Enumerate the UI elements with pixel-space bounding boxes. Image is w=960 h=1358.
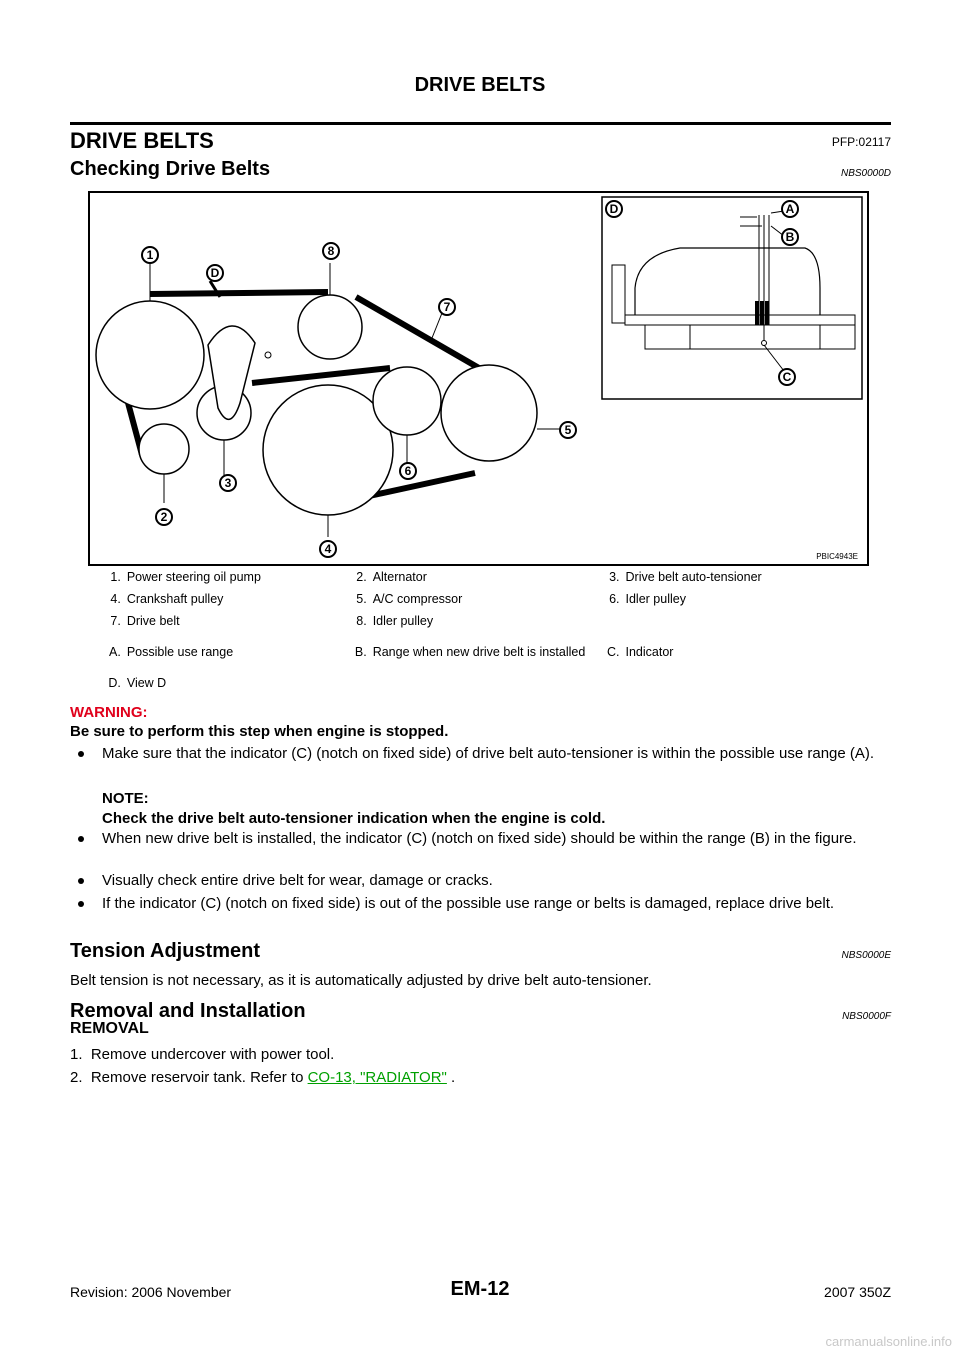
legend-number: 8.: [356, 614, 367, 628]
bullet-text-3: Visually check entire drive belt for wear, damage or cracks.: [102, 872, 493, 889]
ac-compressor-pulley: [441, 365, 537, 461]
legend-number: [590, 610, 625, 632]
legend-text: View D: [126, 676, 167, 690]
legend-row: [70, 672, 891, 694]
legend-text: Drive belt: [126, 614, 180, 628]
svg-text:2: 2: [160, 510, 168, 524]
legend-number: 6.: [609, 592, 620, 606]
section-title: DRIVE BELTS: [70, 128, 214, 153]
callout-1: [142, 247, 158, 263]
legend-row: [70, 610, 891, 632]
legend-number: D.: [108, 676, 121, 690]
legend-number: B.: [354, 645, 367, 659]
tension-title: Tension Adjustment: [70, 940, 260, 962]
removal-step-1: 1. Remove undercover with power tool.: [70, 1046, 335, 1063]
bullet-text-2: When new drive belt is installed, the indicator (C) (notch on fixed side) should be within the range (B) in the figure.: [102, 830, 857, 847]
callout-4: [320, 541, 336, 557]
legend-number: C.: [607, 645, 620, 659]
removal-code: NBS0000F: [842, 1011, 891, 1022]
drive-belt-diagram: [90, 193, 867, 564]
legend-text: Crankshaft pulley: [126, 592, 224, 606]
callout-2: [156, 509, 172, 525]
svg-text:3: 3: [224, 476, 232, 490]
callout-d: [207, 265, 223, 281]
bullet-icon: [78, 878, 84, 884]
note-label: NOTE:: [102, 790, 149, 807]
legend-text: A/C compressor: [372, 592, 463, 606]
bullet-icon: [78, 836, 84, 842]
checking-title: Checking Drive Belts: [70, 158, 271, 180]
warning-text: Be sure to perform this step when engine is stopped.: [70, 723, 449, 740]
svg-text:7: 7: [443, 300, 451, 314]
legend-number: 7.: [110, 614, 121, 628]
legend-row: [70, 588, 891, 610]
legend-text: Idler pulley: [625, 592, 686, 606]
tensioner-bolt: [265, 352, 271, 358]
figure-id: PBIC4943E: [816, 552, 858, 561]
svg-text:D: D: [210, 266, 220, 280]
svg-text:C: C: [782, 370, 792, 384]
removal-step-2-prefix: 2. Remove reservoir tank. Refer to: [70, 1069, 308, 1086]
bullet-text-1: Make sure that the indicator (C) (notch on fixed side) of drive belt auto-tensioner is within the possible use range (A).: [102, 745, 875, 762]
drive-belt-figure: [88, 191, 869, 566]
bullet-item-3: [78, 871, 892, 891]
header-rule: [70, 122, 891, 125]
figure-legend: [70, 566, 891, 694]
warning-label: WARNING:: [70, 704, 148, 721]
legend-text: [626, 610, 892, 632]
watermark: carmanualsonline.info: [825, 1334, 952, 1349]
legend-text: Indicator: [625, 645, 674, 659]
alternator-pulley: [139, 424, 189, 474]
legend-row: [70, 632, 891, 672]
section-code: PFP:02117: [831, 135, 891, 149]
idler-pulley-6: [373, 367, 441, 435]
callout-7: [439, 299, 455, 315]
legend-number: A.: [109, 645, 121, 659]
legend-number: [337, 672, 372, 694]
radiator-reference-link[interactable]: CO-13, "RADIATOR": [307, 1069, 447, 1086]
svg-text:D: D: [609, 202, 619, 216]
callout-6: [400, 463, 416, 479]
removal-step-2-suffix: .: [446, 1069, 456, 1086]
bullet-item-2: [78, 829, 892, 849]
bullet-icon: [78, 751, 84, 757]
legend-text: Alternator: [372, 570, 427, 584]
legend-row: [70, 566, 891, 588]
tension-text: Belt tension is not necessary, as it is automatically adjusted by drive belt auto-tensioner.: [70, 972, 652, 989]
legend-text: Possible use range: [126, 645, 234, 659]
legend-number: 2.: [356, 570, 367, 584]
footer-page-number: EM-12: [450, 1278, 510, 1300]
legend-text: Drive belt auto-tensioner: [625, 570, 762, 584]
legend-text: Power steering oil pump: [126, 570, 261, 584]
power-steering-pulley: [96, 301, 204, 409]
view-d-inset: [602, 197, 862, 399]
idler-pulley-8: [298, 295, 362, 359]
callout-3: [220, 475, 236, 491]
svg-text:4: 4: [324, 542, 332, 556]
bullet-item-4: [78, 894, 892, 914]
legend-text: [373, 672, 590, 694]
removal-step-2: [70, 1068, 455, 1088]
legend-text: Idler pulley: [372, 614, 434, 628]
removal-title: Removal and Installation: [70, 1000, 306, 1022]
svg-text:1: 1: [146, 248, 154, 262]
bullet-item-1: [78, 744, 892, 764]
page-header-title: DRIVE BELTS: [414, 74, 546, 96]
bullet-text-4: If the indicator (C) (notch on fixed side) is out of the possible use range or belts is damaged, replace drive belt.: [102, 895, 835, 912]
bullet-icon: [78, 901, 84, 907]
svg-text:6: 6: [404, 464, 412, 478]
removal-subtitle: REMOVAL: [70, 1020, 149, 1037]
svg-text:B: B: [785, 230, 795, 244]
legend-text: Range when new drive belt is installed: [372, 645, 586, 659]
view-callout-a: [782, 201, 798, 217]
checking-code: NBS0000D: [840, 168, 891, 179]
footer-model: 2007 350Z: [824, 1284, 891, 1300]
svg-text:A: A: [785, 202, 795, 216]
note-text: Check the drive belt auto-tensioner indication when the engine is cold.: [102, 810, 606, 827]
view-callout-d: [606, 201, 622, 217]
legend-number: 3.: [609, 570, 620, 584]
legend-text: [626, 672, 892, 694]
tension-code: NBS0000E: [841, 950, 891, 961]
legend-number: 5.: [356, 592, 367, 606]
svg-text:8: 8: [327, 244, 335, 258]
legend-number: [590, 672, 625, 694]
svg-text:5: 5: [564, 423, 572, 437]
legend-number: 1.: [110, 570, 121, 584]
legend-number: 4.: [110, 592, 121, 606]
callout-5: [560, 422, 576, 438]
view-callout-c: [779, 369, 795, 385]
callout-8: [323, 243, 339, 259]
footer-revision: Revision: 2006 November: [70, 1284, 232, 1300]
view-callout-b: [782, 229, 798, 245]
